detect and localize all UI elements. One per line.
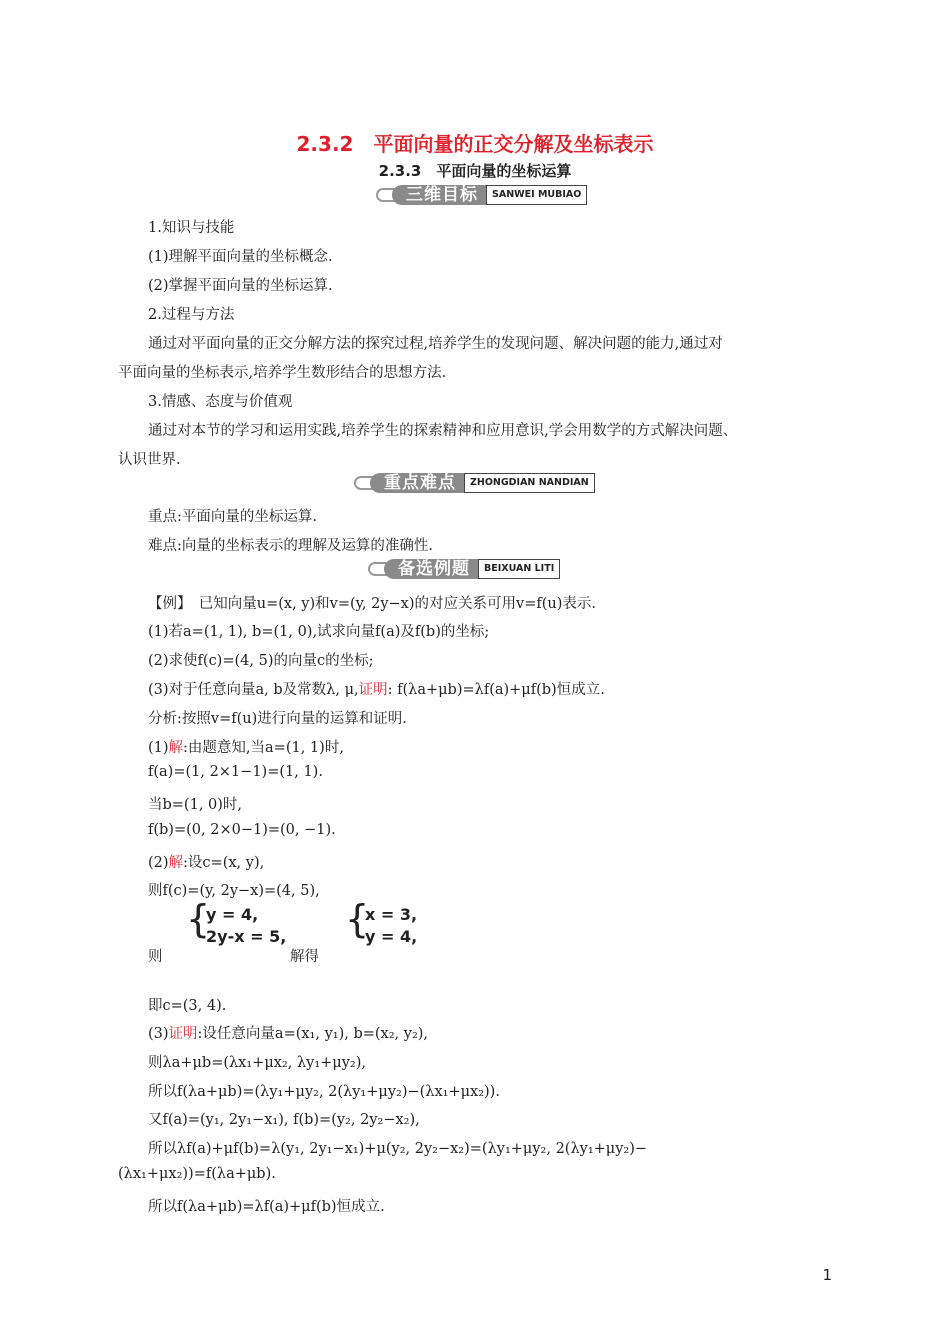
- q3-text: (3)对于任意向量a, b及常数λ, μ,: [148, 682, 359, 698]
- solution-line: 即c=(3, 4).: [148, 998, 227, 1014]
- equation: y = 4,: [365, 927, 418, 946]
- banner-keypoints-cn: 重点难点: [370, 473, 464, 493]
- banner-keypoints: [354, 472, 595, 494]
- solution-line: 又f(a)=(y₁, 2y₁−x₁), f(b)=(y₂, 2y₂−x₂),: [148, 1112, 420, 1128]
- q3-proof-label: 证明: [358, 682, 388, 698]
- s1-num: (1): [148, 740, 169, 756]
- solution-1: [148, 736, 344, 757]
- equation: 2y-x = 5,: [206, 927, 287, 946]
- s3-num: (3): [148, 1026, 169, 1042]
- solution-line: 所以λf(a)+μf(b)=λ(y₁, 2y₁−x₁)+μ(y₂, 2y₂−x₂)=(λy₁+μy₂, 2(λy₁+μy₂)−: [148, 1141, 648, 1157]
- solution-line: 当b=(1, 0)时,: [148, 797, 243, 813]
- goal-line: 平面向量的坐标表示,培养学生数形结合的思想方法.: [118, 365, 447, 381]
- solution-line: 则λa+μb=(λx₁+μx₂, λy₁+μy₂),: [148, 1055, 366, 1071]
- s2-num: (2): [148, 855, 169, 871]
- brace-icon: {: [186, 897, 211, 941]
- solve-label: 解得: [290, 949, 319, 965]
- keypoint-line: 难点:向量的坐标表示的理解及运算的准确性.: [148, 538, 433, 554]
- equation: x = 3,: [365, 905, 418, 924]
- page-subtitle: 2.3.3 平面向量的坐标运算: [378, 162, 572, 180]
- equation: y = 4,: [206, 905, 259, 924]
- goal-line: 认识世界.: [118, 452, 181, 468]
- example-intro: 【例】 已知向量u=(x, y)和v=(y, 2y−x)的对应关系可用v=f(u)表示.: [148, 596, 596, 612]
- solution-line: 所以f(λa+μb)=λf(a)+μf(b)恒成立.: [148, 1199, 385, 1215]
- example-q3: [148, 678, 605, 699]
- solution-line: f(a)=(1, 2×1−1)=(1, 1).: [148, 764, 323, 780]
- page-number: 1: [822, 1266, 832, 1284]
- q3-text-post: : f(λa+μb)=λf(a)+μf(b)恒成立.: [387, 682, 605, 698]
- goal-line: (2)掌握平面向量的坐标运算.: [148, 278, 333, 294]
- solution-then: 则: [148, 949, 163, 965]
- solution-line: (λx₁+μx₂))=f(λa+μb).: [118, 1166, 276, 1182]
- solution-line: 所以f(λa+μb)=(λy₁+μy₂, 2(λy₁+μy₂)−(λx₁+μx₂)).: [148, 1084, 500, 1100]
- banner-example: [368, 558, 560, 580]
- s3-text: :设任意向量a=(x₁, y₁), b=(x₂, y₂),: [197, 1026, 429, 1042]
- goal-line: 通过对平面向量的正交分解方法的探究过程,培养学生的发现问题、解决问题的能力,通过对: [148, 336, 723, 352]
- s2-label: 解: [168, 855, 184, 871]
- banner-keypoints-en: ZHONGDIAN NANDIAN: [464, 473, 595, 493]
- s3-label: 证明: [168, 1026, 198, 1042]
- brace-icon: {: [345, 897, 370, 941]
- page-title: 2.3.2 平面向量的正交分解及坐标表示: [296, 132, 654, 156]
- goal-line: 1.知识与技能: [148, 220, 235, 236]
- solution-3: [148, 1022, 428, 1043]
- keypoint-line: 重点:平面向量的坐标运算.: [148, 509, 317, 525]
- example-analysis: 分析:按照v=f(u)进行向量的运算和证明.: [148, 711, 407, 727]
- banner-goals-en: SANWEI MUBIAO: [486, 185, 587, 205]
- banner-example-cn: 备选例题: [384, 559, 478, 579]
- goal-line: 3.情感、态度与价值观: [148, 394, 293, 410]
- s1-label: 解: [168, 740, 184, 756]
- s1-text: :由题意知,当a=(1, 1)时,: [183, 740, 344, 756]
- banner-goals: [376, 184, 587, 206]
- solution-2: [148, 851, 264, 872]
- example-q1: (1)若a=(1, 1), b=(1, 0),试求向量f(a)及f(b)的坐标;: [148, 624, 490, 640]
- example-q2: (2)求使f(c)=(4, 5)的向量c的坐标;: [148, 653, 374, 669]
- s2-text: :设c=(x, y),: [183, 855, 265, 871]
- goal-line: (1)理解平面向量的坐标概念.: [148, 249, 333, 265]
- solution-line: 则f(c)=(y, 2y−x)=(4, 5),: [148, 883, 320, 899]
- goal-line: 2.过程与方法: [148, 307, 235, 323]
- solution-line: f(b)=(0, 2×0−1)=(0, −1).: [148, 822, 336, 838]
- banner-goals-cn: 三维目标: [392, 185, 486, 205]
- banner-example-en: BEIXUAN LITI: [478, 559, 560, 579]
- goal-line: 通过对本节的学习和运用实践,培养学生的探索精神和应用意识,学会用数学的方式解决问题、: [148, 423, 738, 439]
